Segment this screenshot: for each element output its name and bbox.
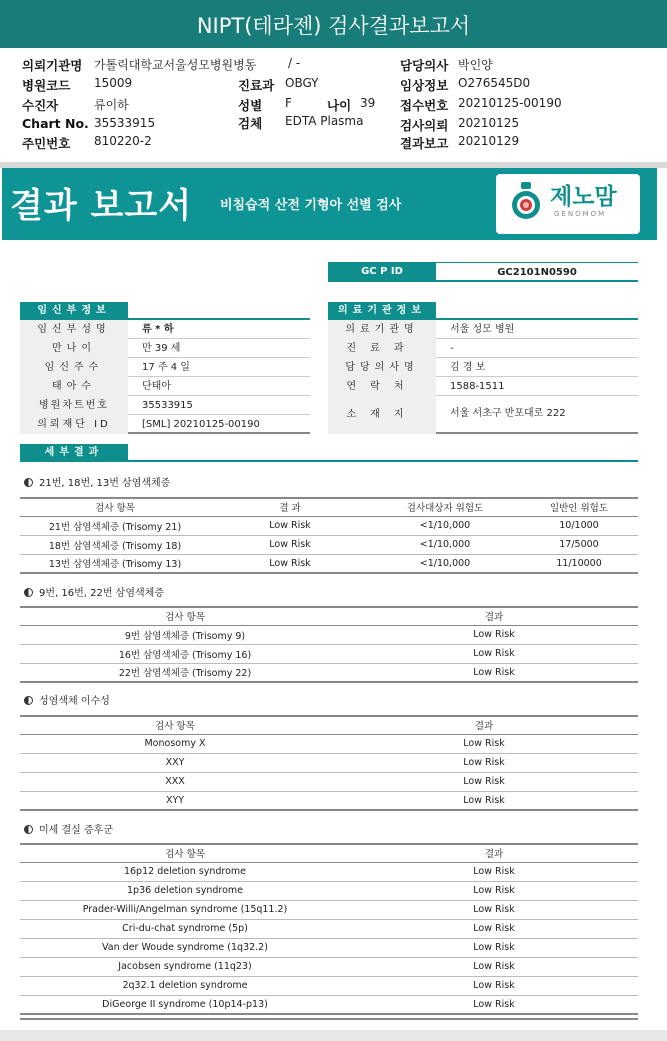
patient-key: 병원차트번호	[20, 396, 128, 415]
info-label-hospital-code: 병원코드	[22, 78, 71, 93]
section1-table	[20, 497, 638, 574]
patient-row	[20, 320, 310, 339]
patient-key: 임신부성명	[20, 320, 128, 339]
info-value-receipt-no: 20210125-00190	[458, 96, 562, 110]
patient-row	[20, 358, 310, 377]
info-label-doctor: 담당의사	[400, 58, 449, 73]
hospital-key: 담당의사명	[328, 358, 436, 377]
section3-table	[20, 715, 638, 811]
info-value-doctor: 박인양	[458, 58, 493, 72]
table-cell: 16번 삼염색체증 (Trisomy 16)	[20, 644, 350, 663]
table-row	[20, 900, 638, 919]
patient-row	[20, 377, 310, 396]
table-row	[20, 663, 638, 682]
table-cell: Low Risk	[350, 957, 638, 976]
hospital-value: -	[450, 343, 454, 354]
info-label-age: 나이	[327, 98, 352, 113]
info-value-hospital-code: 15009	[94, 76, 133, 90]
section3-heading	[24, 692, 110, 707]
table-cell: 11/10000	[520, 554, 638, 573]
table-row	[20, 881, 638, 900]
hospital-info-tab: 의료기관정보	[328, 302, 436, 320]
bottom-rule	[20, 1018, 638, 1020]
gcp-id-label: GC P ID	[328, 262, 436, 282]
report-banner	[2, 168, 657, 240]
table-row	[20, 772, 638, 791]
hospital-value: 김 경 보	[450, 362, 486, 373]
patient-row	[20, 415, 310, 434]
table-row	[20, 554, 638, 573]
hospital-key: 소재지	[328, 396, 436, 434]
column-header: 검사 항목	[20, 716, 330, 734]
section1-title: 21번, 18번, 13번 삼염색체증	[39, 478, 171, 489]
hospital-value: 서울 성모 병원	[450, 324, 515, 335]
table-cell: 2q32.1 deletion syndrome	[20, 976, 350, 995]
table-cell: <1/10,000	[370, 516, 520, 535]
patient-key: 만나이	[20, 339, 128, 358]
table-cell: Low Risk	[350, 900, 638, 919]
info-label-chart-no: Chart No.	[22, 116, 89, 131]
table-row	[20, 644, 638, 663]
table-cell: <1/10,000	[370, 535, 520, 554]
table-row	[20, 734, 638, 753]
table-cell: Van der Woude syndrome (1q32.2)	[20, 938, 350, 957]
hospital-key: 의료기관명	[328, 320, 436, 339]
table-cell: Low Risk	[350, 862, 638, 881]
table-row	[20, 535, 638, 554]
page-footer	[0, 1030, 667, 1041]
section1-heading	[24, 474, 170, 489]
info-label-report-date: 결과보고	[400, 136, 449, 151]
table-cell: XXY	[20, 753, 330, 772]
patient-key: 의뢰재단 ID	[20, 415, 128, 434]
table-row	[20, 516, 638, 535]
logo-text: 제노맘	[550, 184, 617, 210]
info-label-receipt-no: 접수번호	[400, 98, 449, 113]
gcp-id-value: GC2101N0590	[436, 262, 638, 282]
hospital-row	[328, 358, 638, 377]
table-cell: Low Risk	[350, 938, 638, 957]
hospital-key: 진료과	[328, 339, 436, 358]
column-header: 검사 항목	[20, 607, 350, 625]
table-cell: 16p12 deletion syndrome	[20, 862, 350, 881]
patient-value: 류 * 하	[142, 324, 174, 335]
table-cell: Low Risk	[330, 734, 638, 753]
patient-info-tab: 임신부정보	[20, 302, 128, 320]
info-value-clinical: O276545D0	[458, 76, 531, 90]
hospital-row	[328, 339, 638, 358]
table-cell: Low Risk	[350, 919, 638, 938]
info-value-sex: F	[285, 96, 292, 110]
table-cell: Cri-du-chat syndrome (5p)	[20, 919, 350, 938]
table-row	[20, 862, 638, 881]
info-label-institution: 의뢰기관명	[22, 58, 83, 73]
table-cell: Low Risk	[350, 625, 638, 644]
column-header: 검사 항목	[20, 498, 210, 516]
table-cell: 10/1000	[520, 516, 638, 535]
section4-heading	[24, 821, 113, 836]
table-row	[20, 625, 638, 644]
table-cell: Low Risk	[350, 976, 638, 995]
table-cell: 22번 삼염색체증 (Trisomy 22)	[20, 663, 350, 682]
half-circle-icon	[24, 478, 33, 487]
info-value-resident-no: 810220-2	[94, 134, 152, 148]
table-row	[20, 938, 638, 957]
table-cell: XYY	[20, 791, 330, 810]
patient-value: 17 주 4 일	[142, 362, 190, 373]
hospital-row	[328, 320, 638, 339]
hospital-key: 연락처	[328, 377, 436, 396]
info-value-institution: 가톨릭대학교서울성모병원병동	[94, 58, 257, 72]
table-row	[20, 957, 638, 976]
banner-subtitle: 비침습적 산전 기형아 선별 검사	[220, 198, 402, 213]
half-circle-icon	[24, 588, 33, 597]
table-cell: Low Risk	[350, 644, 638, 663]
info-label-clinical: 임상정보	[400, 78, 449, 93]
info-value-request-date: 20210125	[458, 116, 520, 130]
header-info	[0, 48, 667, 162]
hospital-row	[328, 396, 638, 434]
patient-key: 임신주수	[20, 358, 128, 377]
table-row	[20, 791, 638, 810]
logo-small-text: GENOMOM	[554, 210, 607, 218]
table-cell: 17/5000	[520, 535, 638, 554]
genomom-logo-icon	[510, 181, 542, 221]
section3-title: 성염색체 이수성	[39, 696, 110, 707]
column-header: 결과	[350, 844, 638, 862]
hospital-value: 서울 서초구 반포대로 222	[450, 408, 566, 419]
table-row	[20, 919, 638, 938]
hospital-value: 1588-1511	[450, 381, 505, 392]
table-cell: XXX	[20, 772, 330, 791]
report-title-bar	[0, 0, 667, 48]
info-value-ward: / -	[288, 56, 301, 70]
patient-value: 단태아	[142, 381, 171, 392]
info-label-resident-no: 주민번호	[22, 136, 71, 151]
table-cell: Low Risk	[350, 995, 638, 1014]
table-cell: Jacobsen syndrome (11q23)	[20, 957, 350, 976]
info-value-specimen: EDTA Plasma	[285, 114, 364, 128]
info-label-patient: 수진자	[22, 98, 59, 113]
column-header: 결 과	[210, 498, 370, 516]
patient-value: [SML] 20210125-00190	[142, 419, 260, 430]
table-cell: 18번 삼염색체증 (Trisomy 18)	[20, 535, 210, 554]
details-line	[20, 460, 638, 462]
table-cell: Monosomy X	[20, 734, 330, 753]
section2-heading	[24, 584, 164, 599]
table-cell: 1p36 deletion syndrome	[20, 881, 350, 900]
half-circle-icon	[24, 696, 33, 705]
patient-row	[20, 396, 310, 415]
patient-key: 태아수	[20, 377, 128, 396]
info-label-request-date: 검사의뢰	[400, 118, 449, 133]
table-cell: Low Risk	[330, 753, 638, 772]
info-value-patient: 류이하	[94, 98, 129, 112]
table-row	[20, 995, 638, 1014]
hospital-row	[328, 377, 638, 396]
section4-table	[20, 843, 638, 1015]
info-value-age: 39	[360, 96, 376, 110]
info-label-sex: 성별	[238, 98, 263, 113]
table-cell: 9번 삼염색체증 (Trisomy 9)	[20, 625, 350, 644]
column-header: 결과	[330, 716, 638, 734]
table-cell: Low Risk	[210, 535, 370, 554]
table-cell: Low Risk	[350, 663, 638, 682]
column-header: 검사대상자 위험도	[370, 498, 520, 516]
table-cell: 21번 삼염색체증 (Trisomy 21)	[20, 516, 210, 535]
table-cell: DiGeorge II syndrome (10p14-p13)	[20, 995, 350, 1014]
table-row	[20, 753, 638, 772]
info-value-department: OBGY	[285, 76, 319, 90]
banner-title: 결과 보고서	[10, 186, 193, 226]
patient-row	[20, 339, 310, 358]
info-value-chart-no: 35533915	[94, 116, 156, 130]
table-cell: Prader-Willi/Angelman syndrome (15q11.2)	[20, 900, 350, 919]
report-title: NIPT(테라젠) 검사결과보고서	[196, 14, 471, 38]
info-value-report-date: 20210129	[458, 134, 520, 148]
patient-value: 35533915	[142, 400, 193, 411]
section2-table	[20, 606, 638, 683]
table-cell: 13번 삼염색체증 (Trisomy 13)	[20, 554, 210, 573]
section4-title: 미세 결실 증후군	[39, 825, 113, 836]
table-cell: Low Risk	[210, 516, 370, 535]
genomom-logo	[496, 174, 640, 234]
patient-value: 만 39 세	[142, 343, 181, 354]
details-tab: 세부결과	[20, 444, 128, 462]
column-header: 일반인 위험도	[520, 498, 638, 516]
table-cell: Low Risk	[350, 881, 638, 900]
section2-title: 9번, 16번, 22번 삼염색체증	[39, 588, 164, 599]
info-label-department: 진료과	[238, 78, 275, 93]
half-circle-icon	[24, 825, 33, 834]
column-header: 검사 항목	[20, 844, 350, 862]
table-cell: Low Risk	[210, 554, 370, 573]
table-cell: <1/10,000	[370, 554, 520, 573]
info-label-specimen: 검체	[238, 116, 263, 131]
table-cell: Low Risk	[330, 791, 638, 810]
column-header: 결과	[350, 607, 638, 625]
table-cell: Low Risk	[330, 772, 638, 791]
table-row	[20, 976, 638, 995]
